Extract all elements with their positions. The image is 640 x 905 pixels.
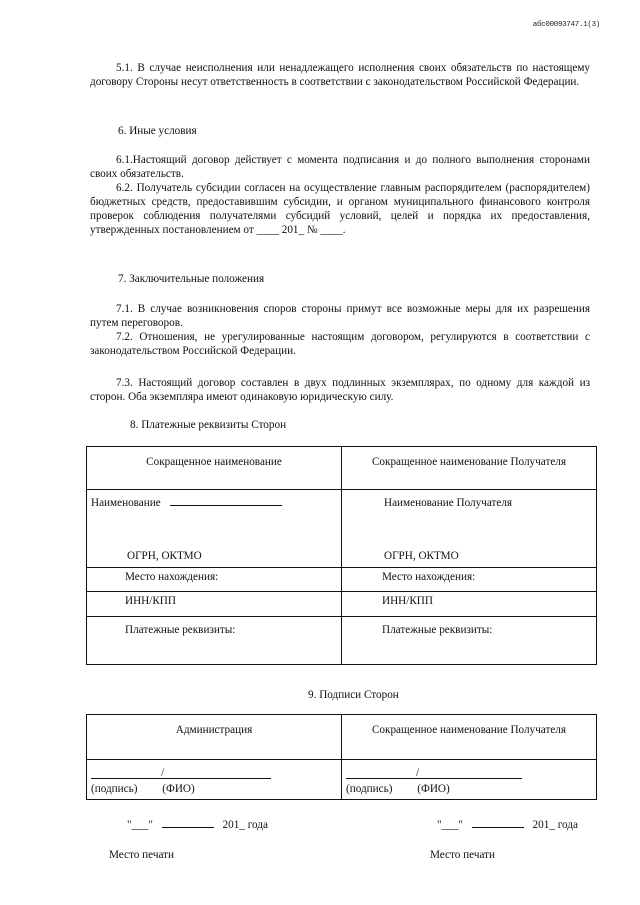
section-6-body (90, 153, 590, 237)
section-6 (90, 124, 590, 138)
sign-label: (подпись) (91, 783, 138, 795)
administration-sign-line (91, 766, 271, 779)
right-ogrn: ОГРН, ОКТМО (384, 550, 459, 562)
date-year: 201_ года (532, 819, 578, 831)
administration-date (127, 818, 268, 832)
right-name-label: Наименование Получателя (384, 497, 513, 509)
administration-signature-cell (87, 760, 342, 800)
paragraph-7-2: 7.2. Отношения, не урегулированные настоящим договором, регулируются в соответствии с законодательством Российской Федерации. (90, 331, 590, 357)
section-6-title: 6. Иные условия (118, 125, 197, 137)
right-location: Место нахождения: (342, 568, 597, 592)
date-month-blank (472, 827, 524, 828)
section-8 (130, 418, 630, 432)
recipient-stamp-place: Место печати (430, 849, 495, 861)
fio-label: (ФИО) (162, 783, 195, 795)
date-month-blank (162, 827, 214, 828)
date-day: "___" (127, 819, 153, 831)
date-day: "___" (437, 819, 463, 831)
recipient-sign-line (346, 766, 522, 779)
section-7-body-2 (90, 376, 590, 404)
section-5 (90, 61, 590, 89)
left-inn: ИНН/КПП (87, 592, 342, 617)
recipient-header-text: Сокращенное наименование Получателя (371, 724, 567, 736)
left-payment: Платежные реквизиты: (87, 617, 342, 665)
right-name-cell (342, 490, 597, 568)
section-7-title: 7. Заключительные положения (118, 273, 265, 285)
section-7-body (90, 302, 590, 358)
left-location: Место нахождения: (87, 568, 342, 592)
signatures-table (86, 714, 597, 800)
document-code: абс00093747.1(3) (532, 21, 600, 29)
administration-stamp-place: Место печати (109, 849, 174, 861)
date-year: 201_ года (222, 819, 268, 831)
administration-header (87, 715, 342, 760)
recipient-signature-cell (342, 760, 597, 800)
paragraph-5-1: 5.1. В случае неисполнения или ненадлежащего исполнения своих обязательств по настоящему договору Стороны несут ответственность в соответствии с законодательством Российской Федерации. (90, 62, 590, 88)
section-7 (90, 272, 590, 286)
left-party-header (87, 447, 342, 490)
left-name-label: Наименование (91, 497, 161, 509)
fio-label: (ФИО) (417, 783, 450, 795)
left-ogrn: ОГРН, ОКТМО (127, 550, 202, 562)
right-payment: Платежные реквизиты: (342, 617, 597, 665)
payment-details-table (86, 446, 597, 665)
sign-label: (подпись) (346, 783, 393, 795)
section-8-title: 8. Платежные реквизиты Сторон (130, 419, 287, 431)
paragraph-7-1: 7.1. В случае возникновения споров стороны примут все возможные меры для их разрешения путем переговоров. (90, 303, 590, 329)
recipient-header (342, 715, 597, 760)
right-inn: ИНН/КПП (342, 592, 597, 617)
right-party-header (342, 447, 597, 490)
section-9-title: 9. Подписи Сторон (308, 689, 399, 701)
administration-header-text: Администрация (175, 724, 253, 736)
paragraph-7-3: 7.3. Настоящий договор составлен в двух подлинных экземплярах, по одному для каждой из сторон. Оба экземпляра имеют одинаковую юридическую силу. (90, 377, 590, 403)
slash-mark: / (416, 767, 420, 779)
left-party-header-text: Сокращенное наименование (146, 456, 282, 468)
left-name-cell (87, 490, 342, 568)
slash-mark: / (161, 767, 165, 779)
recipient-date (437, 818, 578, 832)
paragraph-6-1: 6.1.Настоящий договор действует с момента подписания и до полного выполнения сторонами своих обязательств. (90, 154, 590, 180)
right-party-header-text: Сокращенное наименование Получателя (371, 456, 567, 468)
left-name-blank (170, 505, 282, 506)
paragraph-6-2: 6.2. Получатель субсидии согласен на осуществление главным распорядителем (распорядителем) бюджетных средств, предоставившим субсидии, и органом муниципального финансового контроля проверок соблюдения получателями субсидий условий, целей и порядка их предоставления, утвержденных постановлением от ____ 201_ № ____. (90, 182, 590, 236)
